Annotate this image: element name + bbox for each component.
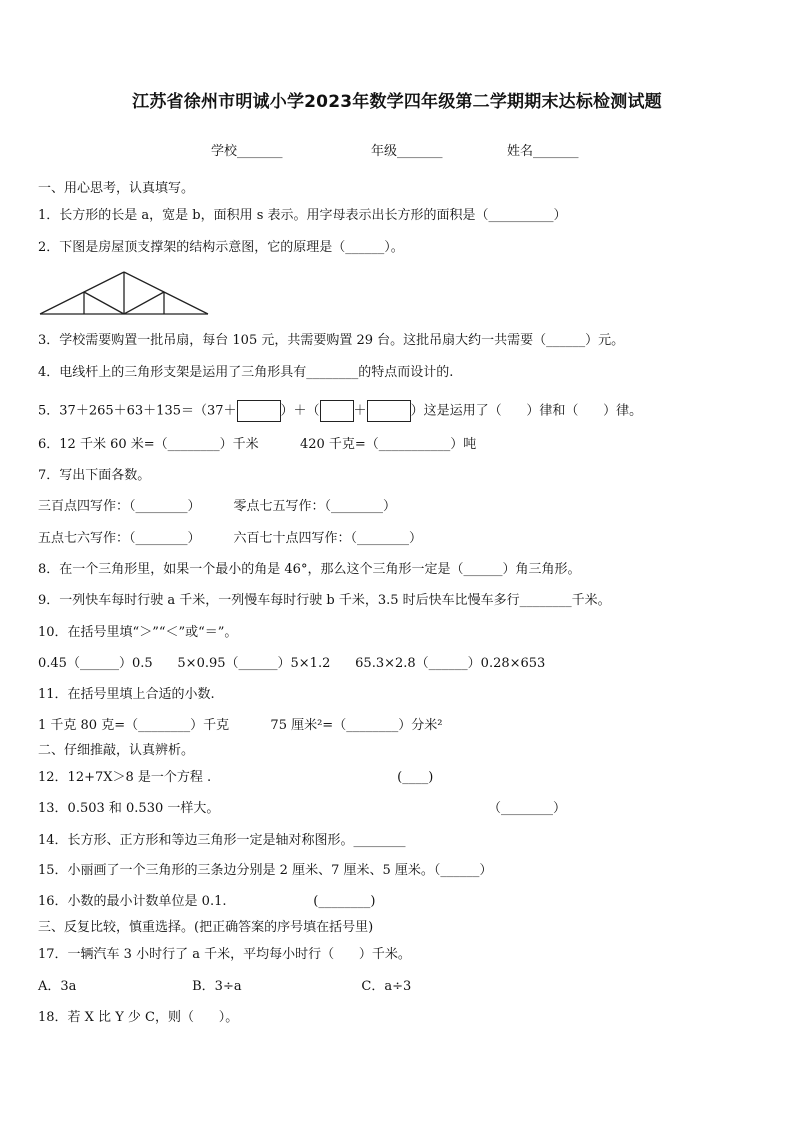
question-4: 4．电线杆上的三角形支架是运用了三角形具有________的特点而设计的. — [38, 365, 454, 380]
question-14: 14．长方形、正方形和等边三角形一定是轴对称图形。________ — [38, 833, 406, 848]
question-8: 8．在一个三角形里，如果一个最小的角是 46°，那么这个三角形一定是（______）角三角形。 — [38, 562, 581, 577]
question-17-options: A．3a B．3÷a C．a÷3 — [38, 979, 412, 994]
question-9: 9．一列快车每时行驶 a 千米，一列慢车每时行驶 b 千米，3.5 时后快车比慢车多行________千米。 — [38, 593, 611, 608]
blank-box-2[interactable] — [320, 400, 354, 422]
section-1-heading: 一、用心思考，认真填写。 — [38, 181, 195, 196]
question-3: 3．学校需要购置一批吊扇，每台 105 元，共需要购置 29 台。这批吊扇大约一共需要（______）元。 — [38, 333, 625, 348]
question-11: 11．在括号里填上合适的小数. — [38, 687, 215, 702]
question-2: 2．下图是房屋顶支撑架的结构示意图，它的原理是（______）。 — [38, 240, 404, 255]
question-5-part-b: ）＋（ — [280, 403, 320, 419]
question-7-row-2: 五点七六写作：（________） 六百七十点四写作：（________） — [38, 531, 423, 546]
question-5 — [38, 400, 642, 422]
question-13: 13．0.503 和 0.530 一样大。 （________） — [38, 801, 566, 816]
question-11-row: 1 千克 80 克=（________）千克 75 厘米²=（________）分米² — [38, 718, 443, 733]
question-5-part-a: 5．37＋265＋63＋135＝（37＋ — [38, 403, 237, 419]
question-10-row: 0.45（______）0.5 5×0.95（______）5×1.2 65.3×2.8（______）0.28×653 — [38, 656, 546, 671]
school-field: 学校_______ — [211, 144, 283, 159]
question-7-row-1: 三百点四写作：（________） 零点七五写作：（________） — [38, 499, 397, 514]
question-15: 15．小丽画了一个三角形的三条边分别是 2 厘米、7 厘米、5 厘米。（______） — [38, 863, 493, 878]
question-10: 10．在括号里填“＞”“＜”或“＝”。 — [38, 625, 238, 640]
question-5-part-c: ＋ — [353, 403, 367, 419]
question-6: 6．12 千米 60 米=（________）千米 420 千克=（___________）吨 — [38, 437, 477, 452]
question-1: 1．长方形的长是 a，宽是 b，面积用 s 表示。用字母表示出长方形的面积是（__________） — [38, 208, 567, 223]
question-7: 7．写出下面各数。 — [38, 468, 151, 483]
question-18: 18．若 X 比 Y 少 C，则（ ）。 — [38, 1010, 239, 1025]
section-3-heading: 三、反复比较，慎重选择。(把正确答案的序号填在括号里) — [38, 920, 374, 935]
question-16: 16．小数的最小计数单位是 0.1. (________) — [38, 894, 376, 909]
roof-truss-diagram — [38, 268, 210, 318]
blank-box-1[interactable] — [237, 400, 281, 422]
question-5-part-d: ）这是运用了（ ）律和（ ）律。 — [410, 403, 643, 419]
blank-box-3[interactable] — [367, 400, 411, 422]
question-12: 12．12+7X＞8 是一个方程 . (____) — [38, 770, 434, 785]
grade-field: 年级_______ — [371, 144, 443, 159]
question-17: 17．一辆汽车 3 小时行了 a 千米，平均每小时行（ ）千米。 — [38, 947, 411, 962]
name-field: 姓名_______ — [507, 144, 579, 159]
section-2-heading: 二、仔细推敲，认真辨析。 — [38, 743, 195, 758]
page-title: 江苏省徐州市明诚小学2023年数学四年级第二学期期末达标检测试题 — [132, 92, 662, 112]
